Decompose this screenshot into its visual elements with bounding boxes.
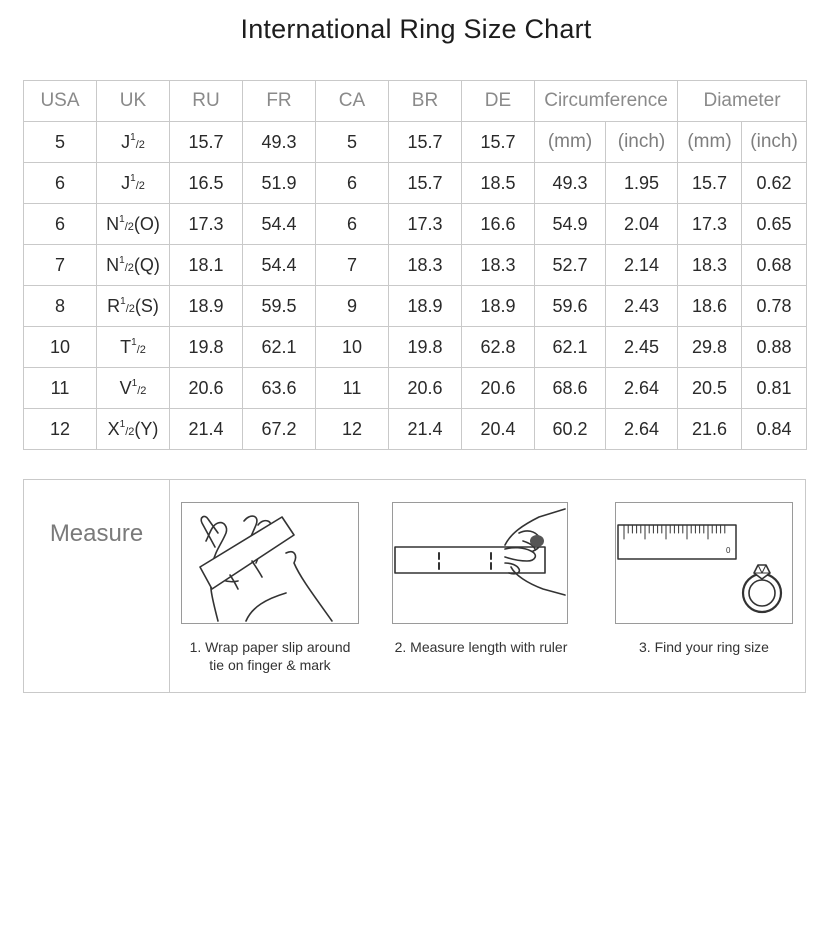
cell-dia-inch: 0.84	[742, 409, 807, 450]
cell-ru: 15.7	[170, 122, 243, 163]
uk-letter: J	[121, 131, 131, 152]
table-row	[24, 327, 807, 368]
uk-fraction-denominator: 2	[139, 343, 146, 356]
ruler-ring-icon	[615, 502, 793, 624]
cell-circ-mm: 49.3	[535, 163, 606, 204]
cell-fr: 63.6	[243, 368, 316, 409]
cell-circ-mm: 60.2	[535, 409, 606, 450]
cell-ca: 9	[316, 286, 389, 327]
cell-br: 17.3	[389, 204, 462, 245]
cell-circ-inch: 2.45	[606, 327, 678, 368]
uk-fraction-denominator: 2	[128, 302, 135, 315]
measure-label-cell	[24, 480, 170, 692]
uk-letter: R	[107, 295, 121, 316]
cell-circ-inch: 2.64	[606, 409, 678, 450]
unit-header-dia-mm: (mm)	[678, 122, 742, 163]
cell-de: 18.5	[462, 163, 535, 204]
cell-de: 16.6	[462, 204, 535, 245]
cell-usa: 10	[24, 327, 97, 368]
cell-br: 15.7	[389, 163, 462, 204]
cell-de: 20.4	[462, 409, 535, 450]
cell-usa: 11	[24, 368, 97, 409]
cell-ca: 6	[316, 163, 389, 204]
uk-fraction-numerator: 1	[130, 172, 136, 184]
cell-br: 15.7	[389, 122, 462, 163]
step-3	[615, 502, 793, 656]
col-header-uk: UK	[97, 81, 170, 122]
uk-fraction-slash: /	[135, 179, 139, 192]
uk-suffix: (O)	[133, 213, 160, 234]
cell-fr: 54.4	[243, 245, 316, 286]
cell-uk	[97, 204, 170, 245]
cell-usa: 5	[24, 122, 97, 163]
hand-paper-strip-icon	[392, 502, 568, 624]
cell-de: 18.3	[462, 245, 535, 286]
uk-letter: N	[106, 213, 120, 234]
uk-fraction-denominator: 2	[128, 425, 135, 438]
uk-suffix: (Y)	[134, 418, 159, 439]
uk-fraction-slash: /	[124, 220, 128, 233]
cell-circ-mm: 59.6	[535, 286, 606, 327]
col-header-usa: USA	[24, 81, 97, 122]
uk-fraction-slash: /	[125, 302, 129, 315]
table-row	[24, 245, 807, 286]
uk-fraction-denominator: 2	[127, 220, 134, 233]
step-1	[181, 502, 359, 674]
cell-dia-inch: 0.81	[742, 368, 807, 409]
uk-fraction-denominator: 2	[140, 384, 147, 397]
header-row	[24, 81, 807, 122]
unit-header-circ-inch: (inch)	[606, 122, 678, 163]
cell-de: 20.6	[462, 368, 535, 409]
cell-usa: 6	[24, 204, 97, 245]
cell-dia-mm: 20.5	[678, 368, 742, 409]
cell-dia-mm: 29.8	[678, 327, 742, 368]
cell-de: 62.8	[462, 327, 535, 368]
cell-dia-mm: 17.3	[678, 204, 742, 245]
cell-br: 21.4	[389, 409, 462, 450]
uk-fraction-numerator: 1	[131, 377, 138, 389]
uk-fraction-numerator: 1	[119, 213, 125, 225]
uk-fraction-slash: /	[137, 384, 141, 397]
cell-de: 18.9	[462, 286, 535, 327]
cell-usa: 7	[24, 245, 97, 286]
ring-size-table	[23, 80, 807, 450]
svg-text:0: 0	[726, 546, 731, 555]
cell-circ-inch: 1.95	[606, 163, 678, 204]
cell-circ-inch: 2.04	[606, 204, 678, 245]
cell-dia-inch: 0.65	[742, 204, 807, 245]
uk-fraction-slash: /	[135, 138, 139, 151]
cell-uk	[97, 286, 170, 327]
step-2-caption	[392, 638, 570, 656]
cell-ru: 19.8	[170, 327, 243, 368]
uk-fraction-denominator: 2	[138, 179, 145, 192]
cell-uk	[97, 327, 170, 368]
cell-br: 18.9	[389, 286, 462, 327]
uk-letter: V	[119, 377, 132, 398]
hand-wrap-paper-icon	[181, 502, 359, 624]
uk-fraction-slash: /	[125, 425, 129, 438]
cell-ca: 12	[316, 409, 389, 450]
col-header-br: BR	[389, 81, 462, 122]
uk-fraction-slash: /	[124, 261, 128, 274]
cell-uk	[97, 163, 170, 204]
measure-section	[23, 479, 806, 693]
cell-circ-mm: 62.1	[535, 327, 606, 368]
uk-fraction-numerator: 1	[130, 131, 136, 143]
col-header-diameter: Diameter	[678, 81, 807, 122]
col-header-ca: CA	[316, 81, 389, 122]
table-row	[24, 286, 807, 327]
col-header-ru: RU	[170, 81, 243, 122]
cell-ca: 6	[316, 204, 389, 245]
cell-fr: 59.5	[243, 286, 316, 327]
cell-br: 18.3	[389, 245, 462, 286]
cell-uk	[97, 368, 170, 409]
cell-circ-inch: 2.64	[606, 368, 678, 409]
uk-suffix: (S)	[134, 295, 159, 316]
cell-circ-mm: 68.6	[535, 368, 606, 409]
table-row	[24, 368, 807, 409]
cell-fr: 54.4	[243, 204, 316, 245]
cell-fr: 67.2	[243, 409, 316, 450]
cell-br: 19.8	[389, 327, 462, 368]
cell-usa: 8	[24, 286, 97, 327]
cell-dia-inch: 0.62	[742, 163, 807, 204]
cell-uk	[97, 122, 170, 163]
col-header-fr: FR	[243, 81, 316, 122]
col-header-circumference: Circumference	[535, 81, 678, 122]
cell-ru: 17.3	[170, 204, 243, 245]
step-1-caption-line1: 1. Wrap paper slip around	[189, 639, 351, 655]
uk-fraction-numerator: 1	[119, 254, 125, 266]
cell-fr: 62.1	[243, 327, 316, 368]
cell-uk	[97, 245, 170, 286]
cell-dia-mm: 18.3	[678, 245, 742, 286]
cell-circ-inch: 2.14	[606, 245, 678, 286]
step-1-caption-line2: tie on finger & mark	[209, 657, 331, 673]
step-1-caption	[181, 638, 359, 674]
uk-suffix: (Q)	[133, 254, 160, 275]
cell-fr: 51.9	[243, 163, 316, 204]
uk-fraction-numerator: 1	[120, 295, 126, 307]
uk-letter: J	[121, 172, 131, 193]
measure-label: Measure	[49, 520, 144, 547]
unit-header-dia-inch: (inch)	[742, 122, 807, 163]
table-row	[24, 122, 807, 163]
table-row	[24, 163, 807, 204]
step-3-caption-line1: 3. Find your ring size	[639, 639, 769, 655]
uk-fraction-numerator: 1	[131, 336, 137, 348]
cell-dia-inch: 0.88	[742, 327, 807, 368]
unit-header-circ-mm: (mm)	[535, 122, 606, 163]
cell-ru: 18.1	[170, 245, 243, 286]
cell-ru: 21.4	[170, 409, 243, 450]
cell-circ-mm: 52.7	[535, 245, 606, 286]
cell-dia-inch: 0.78	[742, 286, 807, 327]
step-2	[392, 502, 570, 656]
uk-fraction-slash: /	[136, 343, 140, 356]
cell-de: 15.7	[462, 122, 535, 163]
step-3-caption	[615, 638, 793, 656]
page-title: International Ring Size Chart	[240, 14, 592, 44]
cell-ru: 16.5	[170, 163, 243, 204]
cell-dia-mm: 15.7	[678, 163, 742, 204]
uk-letter: T	[120, 336, 132, 357]
cell-circ-mm: 54.9	[535, 204, 606, 245]
cell-ca: 10	[316, 327, 389, 368]
step-2-caption-line1: 2. Measure length with ruler	[394, 639, 568, 655]
cell-ru: 20.6	[170, 368, 243, 409]
cell-fr: 49.3	[243, 122, 316, 163]
cell-usa: 6	[24, 163, 97, 204]
col-header-de: DE	[462, 81, 535, 122]
uk-letter: N	[106, 254, 120, 275]
cell-ca: 11	[316, 368, 389, 409]
uk-fraction-numerator: 1	[119, 418, 126, 430]
uk-fraction-denominator: 2	[127, 261, 134, 274]
cell-uk	[97, 409, 170, 450]
uk-fraction-denominator: 2	[138, 138, 145, 151]
cell-dia-inch: 0.68	[742, 245, 807, 286]
cell-usa: 12	[24, 409, 97, 450]
table-row	[24, 409, 807, 450]
cell-ca: 7	[316, 245, 389, 286]
cell-dia-mm: 21.6	[678, 409, 742, 450]
table-row	[24, 204, 807, 245]
cell-dia-mm: 18.6	[678, 286, 742, 327]
cell-ru: 18.9	[170, 286, 243, 327]
uk-letter: X	[107, 418, 120, 439]
cell-circ-inch: 2.43	[606, 286, 678, 327]
cell-br: 20.6	[389, 368, 462, 409]
cell-ca: 5	[316, 122, 389, 163]
